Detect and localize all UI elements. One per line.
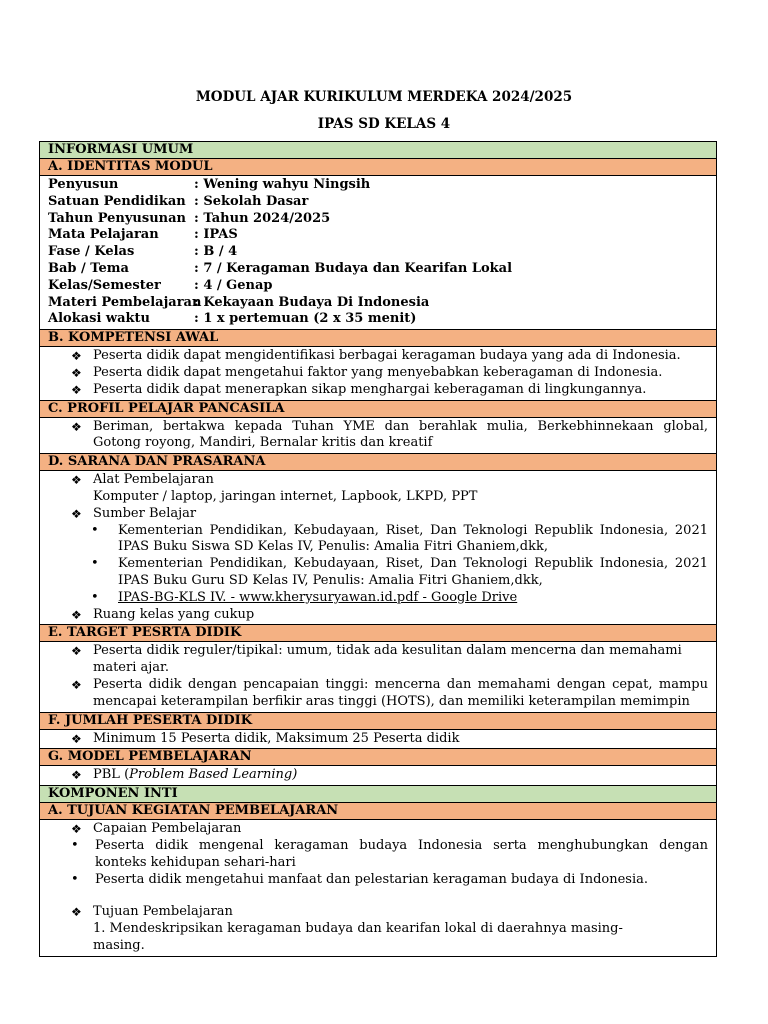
field-label: Bab / Tema [48,260,129,276]
list-item: ❖ Peserta didik dapat menerapkan sikap menghargai keberagaman di lingkungannya. [71,381,647,397]
list-item: ❖ Minimum 15 Peserta didik, Maksimum 25 Peserta didik [71,730,460,746]
diamond-bullet-icon: ❖ [71,473,82,488]
field-label: Alokasi waktu [48,311,150,327]
diamond-bullet-icon: ❖ [71,731,82,746]
list-item: ❖ Peserta didik dengan pencapaian tinggi: mencerna dan memahami dengan cepat, mampu mencapai keterampilan berfikir aras tinggi (HOTS), dan memiliki keterampilan memimpin [71,676,708,709]
field-value: : 7 / Keragaman Budaya dan Kearifan Lokal [194,260,513,276]
diamond-bullet-icon: ❖ [71,382,82,397]
dot-bullet-icon: • [71,837,79,853]
jumlah-list [40,730,716,750]
document-title: MODUL AJAR KURIKULUM MERDEKA 2024/2025 [195,89,573,105]
field-row [40,295,716,312]
field-value: : Tahun 2024/2025 [194,210,331,226]
field-label: Materi Pembelajaran [48,294,202,310]
field-label: Satuan Pendidikan [48,193,186,209]
field-label: Kelas/Semester [48,277,161,293]
sumber-item: • Kementerian Pendidikan, Kebudayaan, Riset, Dan Teknologi Republik Indonesia, 2021 IPAS Buku Guru SD Kelas IV, Penulis: Amalia Fitri Ghaniem,dkk, [91,556,708,588]
sumber-item [40,590,716,607]
field-label: Penyusun [48,177,119,192]
diamond-bullet-icon: ❖ [71,607,82,622]
tujuan-item: 1. Mendeskripsikan keragaman budaya dan kearifan lokal di daerahnya masing- [93,921,623,937]
field-value: : Kekayaan Budaya Di Indonesia [194,294,430,310]
list-item: ❖ Ruang kelas yang cukup [71,606,255,622]
list-item: ❖ Sumber Belajar [71,505,197,521]
tujuan-list [40,820,716,956]
field-value: : 4 / Genap [194,277,273,293]
field-label: Tahun Penyusunan [48,210,186,226]
diamond-bullet-icon: ❖ [71,365,82,380]
field-value: : Sekolah Dasar [194,193,309,209]
field-row [40,194,716,211]
target-list [40,642,716,712]
diamond-bullet-icon: ❖ [71,506,82,521]
dot-bullet-icon: • [91,522,99,538]
tujuan-item-cont: masing. [93,937,145,953]
capaian-item: • Peserta didik mengetahui manfaat dan pelestarian keragaman budaya di Indonesia. [71,871,648,887]
capaian-item: • Peserta didik mengenal keragaman budaya Indonesia serta menghubungkan dengan konteks kehidupan sehari-hari [71,837,708,870]
document-subtitle: IPAS SD KELAS 4 [317,116,451,132]
diamond-bullet-icon: ❖ [71,644,82,659]
field-row [40,261,716,278]
google-drive-link[interactable]: IPAS-BG-KLS IV. - www.kherysuryawan.id.pdf - Google Drive [118,589,518,605]
section-profil-pelajar: C. PROFIL PELAJAR PANCASILA [40,401,716,418]
sarana-list [40,471,716,625]
section-model-pembelajaran: G. MODEL PEMBELAJARAN [40,749,716,766]
dot-bullet-icon: • [91,589,99,605]
dot-bullet-icon: • [91,556,99,572]
alat-value: Komputer / laptop, jaringan internet, Lapbook, LKPD, PPT [93,488,478,504]
section-komponen-inti: KOMPONEN INTI [40,786,716,803]
field-row [40,244,716,261]
list-item: ❖ Peserta didik dapat mengidentifikasi berbagai keragaman budaya yang ada di Indonesia. [71,348,681,364]
spacer [40,888,716,904]
kompetensi-list [40,347,716,400]
diamond-bullet-icon: ❖ [71,905,82,920]
field-value: : Wening wahyu Ningsih [194,177,371,192]
section-informasi-umum: INFORMASI UMUM [40,142,716,159]
dot-bullet-icon: • [71,871,79,887]
field-row [40,227,716,244]
field-row [40,278,716,295]
list-item: ❖ Peserta didik dapat mengetahui faktor yang menyebabkan keberagaman di Indonesia. [71,364,663,380]
field-value: : 1 x pertemuan (2 x 35 menit) [194,311,417,327]
diamond-bullet-icon: ❖ [71,349,82,364]
list-item: ❖ Tujuan Pembelajaran [71,904,233,920]
field-value: : IPAS [194,227,238,243]
field-row [40,177,716,194]
field-label: Fase / Kelas [48,244,135,260]
diamond-bullet-icon: ❖ [71,677,82,692]
diamond-bullet-icon: ❖ [71,768,82,783]
list-item: ❖ Capaian Pembelajaran [71,821,242,837]
sumber-item: • Kementerian Pendidikan, Kebudayaan, Riset, Dan Teknologi Republik Indonesia, 2021 IPAS Buku Siswa SD Kelas IV, Penulis: Amalia Fitri Ghaniem,dkk, [91,522,708,555]
list-item: ❖ Peserta didik reguler/tipikal: umum, tidak ada kesulitan dalam mencerna dan memahami materi ajar. [71,643,682,676]
list-item: ❖ PBL (Problem Based Learning) [71,767,298,783]
diamond-bullet-icon: ❖ [71,822,82,837]
list-item: ❖ Beriman, bertakwa kepada Tuhan YME dan berahlak mulia, Berkebhinnekaan global, Gotong royong, Mandiri, Bernalar kritis dan kreatif [71,418,708,451]
field-value: : B / 4 [194,244,238,260]
list-item: ❖ Alat Pembelajaran [71,472,214,488]
field-row [40,311,716,328]
module-table [39,141,717,957]
model-list [40,766,716,786]
field-label: Mata Pelajaran [48,227,159,243]
section-jumlah-peserta: F. JUMLAH PESERTA DIDIK [40,713,716,730]
section-identitas-modul: A. IDENTITAS MODUL [40,159,716,176]
section-tujuan-kegiatan: A. TUJUAN KEGIATAN PEMBELAJARAN [40,803,716,820]
section-sarana-prasarana: D. SARANA DAN PRASARANA [40,454,716,471]
identitas-fields [40,176,716,330]
section-target-peserta: E. TARGET PESRTA DIDIK [40,625,716,642]
profil-list [40,418,716,455]
section-kompetensi-awal: B. KOMPETENSI AWAL [40,330,716,347]
field-row [40,211,716,228]
diamond-bullet-icon: ❖ [71,419,82,434]
